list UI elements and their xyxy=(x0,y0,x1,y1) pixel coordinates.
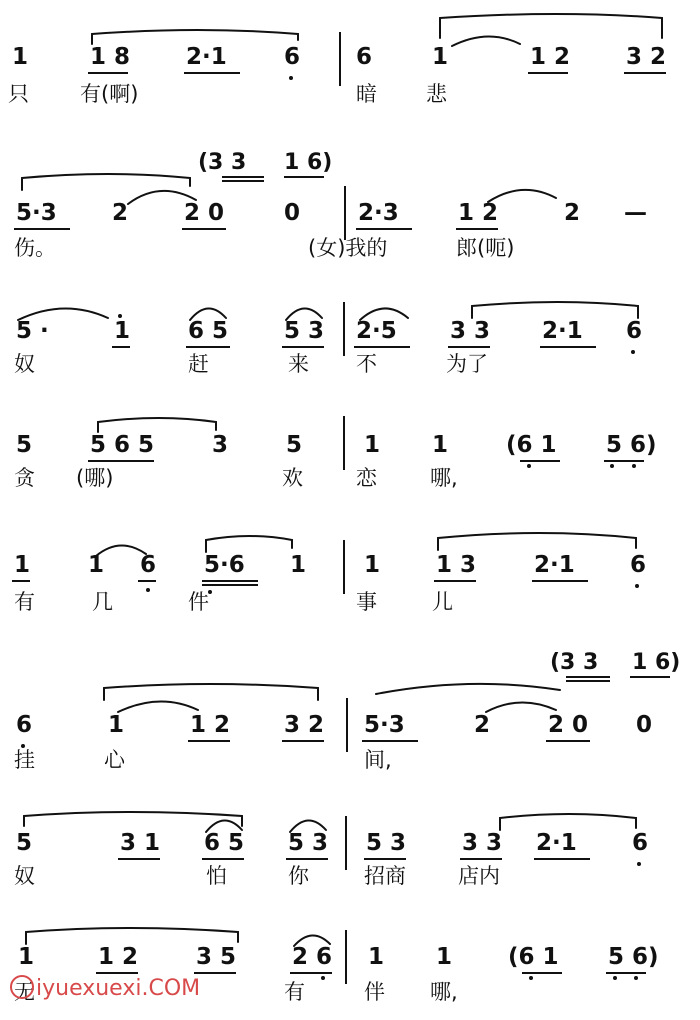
note: 3 2 xyxy=(626,44,667,70)
lyric: 奴 xyxy=(14,352,35,376)
note: 0 xyxy=(636,712,653,738)
note: 5 3 xyxy=(284,318,325,344)
note: 1 xyxy=(432,44,449,70)
lyric: 不 xyxy=(356,352,377,376)
note: 1 2 xyxy=(190,712,231,738)
note: 1 xyxy=(88,552,105,578)
note: 2 6 xyxy=(292,944,333,970)
note: 2·3 xyxy=(358,200,399,226)
lyric: 件 xyxy=(188,590,209,614)
note: 5 xyxy=(16,830,33,856)
lyric: 挂 xyxy=(14,748,35,772)
lyric: 恋 xyxy=(356,466,377,490)
note: 3 3 xyxy=(450,318,491,344)
note: 5·3 xyxy=(16,200,57,226)
lyric: 伤。 xyxy=(14,236,56,260)
site-logo-icon xyxy=(10,975,34,999)
note: 1 xyxy=(12,44,29,70)
aux-note: (3 3 xyxy=(198,150,247,175)
note: 6 xyxy=(356,44,373,70)
slur-bracket xyxy=(472,302,638,318)
slur-arc xyxy=(286,308,322,320)
lyric: 几 xyxy=(92,590,113,614)
lyric: 哪, xyxy=(430,466,458,490)
note: 1 2 xyxy=(458,200,499,226)
note: 2·1 xyxy=(534,552,575,578)
note: 1 xyxy=(364,432,381,458)
slur-bracket xyxy=(440,14,662,38)
note: 2·5 xyxy=(356,318,397,344)
lyric: 欢 xyxy=(282,466,303,490)
lyric: 事 xyxy=(356,590,377,614)
note: 5 xyxy=(16,432,33,458)
note: 5 6) xyxy=(608,944,659,970)
note: 5 xyxy=(286,432,303,458)
note: 3 3 xyxy=(462,830,503,856)
note: 5 3 xyxy=(288,830,329,856)
note: 2·1 xyxy=(542,318,583,344)
note: 5 3 xyxy=(366,830,407,856)
slur-arc xyxy=(376,684,560,694)
aux-note: 1 6) xyxy=(284,150,333,175)
slur-arc xyxy=(18,308,108,320)
lyric: 店内 xyxy=(458,864,500,888)
note: 6 xyxy=(284,44,301,70)
note: 3 5 xyxy=(196,944,237,970)
slur-arc xyxy=(486,702,556,712)
note: 5·6 xyxy=(204,552,245,578)
slur-arc xyxy=(206,820,242,832)
lyric: 儿 xyxy=(432,590,453,614)
aux-note: 1 6) xyxy=(632,650,681,675)
lyric: 有(啊) xyxy=(80,82,139,106)
note: 1 xyxy=(290,552,307,578)
note: 1 xyxy=(108,712,125,738)
note: 2·1 xyxy=(536,830,577,856)
lyric: 暗 xyxy=(356,82,377,106)
note: 3 xyxy=(212,432,229,458)
note: 1 3 xyxy=(436,552,477,578)
lyric: 伴 xyxy=(364,980,385,1004)
note: 1 xyxy=(436,944,453,970)
slur-arc xyxy=(360,308,408,320)
note: 6 xyxy=(632,830,649,856)
note: 2 xyxy=(112,200,129,226)
slur-arc xyxy=(488,190,556,202)
slur-arc xyxy=(452,36,520,46)
lyric: 有 xyxy=(284,980,305,1004)
slur-arc xyxy=(294,935,330,946)
slur-bracket xyxy=(24,812,242,826)
lyric: 间, xyxy=(364,748,392,772)
watermark xyxy=(10,976,200,1001)
lyric: (女)我的 xyxy=(308,236,388,260)
note: 1 xyxy=(114,318,131,344)
lyric: 贪 xyxy=(14,466,35,490)
note: 1 xyxy=(368,944,385,970)
lyric: 来 xyxy=(288,352,309,376)
slur-arc xyxy=(96,545,146,556)
slur-bracket xyxy=(206,536,292,552)
slur-arc xyxy=(290,820,326,832)
note: 1 xyxy=(18,944,35,970)
note: 6 xyxy=(630,552,647,578)
slur-bracket xyxy=(26,928,238,944)
note: 3 1 xyxy=(120,830,161,856)
note: 2 xyxy=(564,200,581,226)
note: 2·1 xyxy=(186,44,227,70)
lyric: 奴 xyxy=(14,864,35,888)
slur-arc xyxy=(128,191,196,204)
lyric: 只 xyxy=(8,82,29,106)
note: 2 0 xyxy=(184,200,225,226)
note: 1 xyxy=(432,432,449,458)
note: 1 xyxy=(364,552,381,578)
note: 1 2 xyxy=(98,944,139,970)
note: — xyxy=(624,200,647,226)
note: 0 xyxy=(284,200,301,226)
lyric: 招商 xyxy=(364,864,406,888)
slur-bracket xyxy=(92,30,298,44)
lyric: 有 xyxy=(14,590,35,614)
note: 3 2 xyxy=(284,712,325,738)
lyric: 赶 xyxy=(188,352,209,376)
aux-note: (3 3 xyxy=(550,650,599,675)
note: 6 xyxy=(626,318,643,344)
slur-bracket xyxy=(104,684,318,700)
lyric: 为了 xyxy=(446,352,488,376)
note: 6 5 xyxy=(188,318,229,344)
note: 5 6 5 xyxy=(90,432,155,458)
lyric: 郎(呃) xyxy=(456,236,515,260)
lyric: 心 xyxy=(104,748,125,772)
lyric: (哪) xyxy=(76,466,114,490)
slur-bracket xyxy=(438,533,636,550)
lyric: 哪, xyxy=(430,980,458,1004)
note: (6 1 xyxy=(508,944,559,970)
slur-bracket xyxy=(22,174,190,190)
slur-arc xyxy=(118,701,198,712)
note: 5 6) xyxy=(606,432,657,458)
note: 6 xyxy=(140,552,157,578)
slur-arc xyxy=(190,308,226,320)
note: 1 8 xyxy=(90,44,131,70)
note: 6 5 xyxy=(204,830,245,856)
note: 5 · xyxy=(16,318,49,344)
note: 1 xyxy=(14,552,31,578)
lyric: 你 xyxy=(288,864,309,888)
slur-bracket xyxy=(98,418,216,432)
note: 2 xyxy=(474,712,491,738)
note: (6 1 xyxy=(506,432,557,458)
lyric: 无 xyxy=(14,980,35,1004)
lyric: 怕 xyxy=(206,864,227,888)
note: 5·3 xyxy=(364,712,405,738)
lyric: 悲 xyxy=(426,82,447,106)
slur-bracket xyxy=(500,814,636,830)
watermark-text: iyuexuexi.COM xyxy=(36,976,201,1001)
note: 2 0 xyxy=(548,712,589,738)
note: 1 2 xyxy=(530,44,571,70)
note: 6 xyxy=(16,712,33,738)
